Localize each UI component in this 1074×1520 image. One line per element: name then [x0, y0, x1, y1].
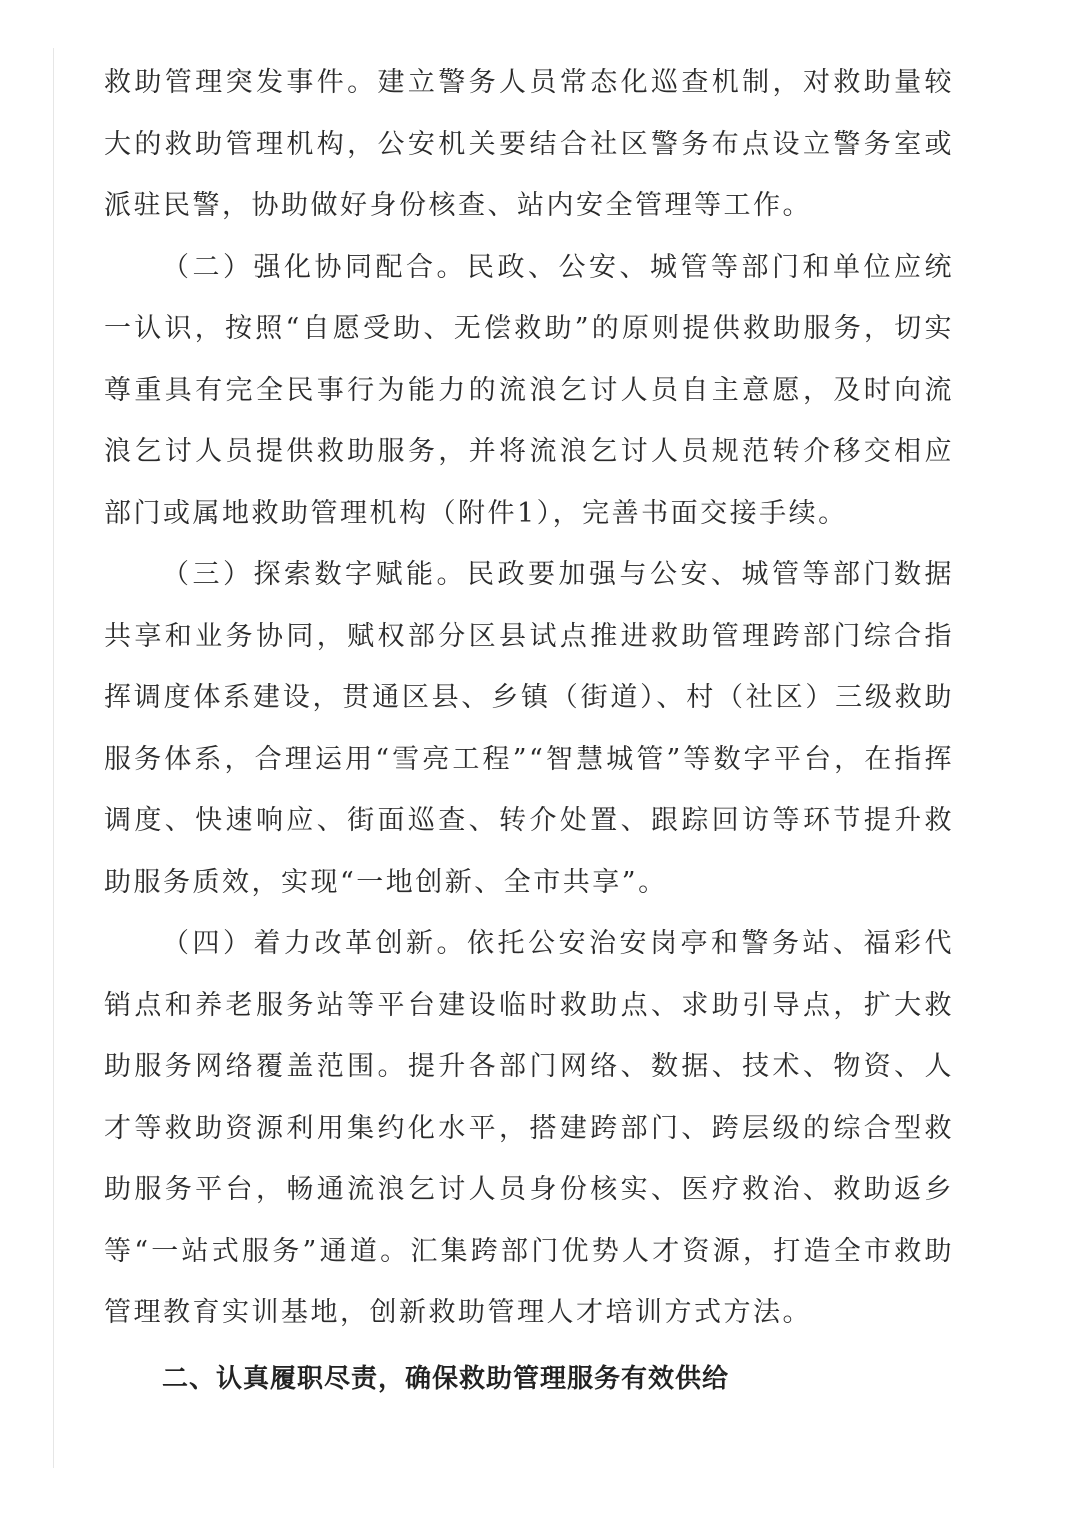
paragraph-2-body: 民政、公安、城管等部门和单位应统一认识，按照“自愿受助、无偿救助”的原则提供救助服务，切实尊重具有完全民事行为能力的流浪乞讨人员自主意愿，及时向流浪乞讨人员提供救助服务，并将流浪乞讨人员规范转介移交相应部门或属地救助管理机构（附件1），完善书面交接手续。 [104, 251, 954, 529]
paragraph-4-lead: （四）着力改革创新。 [162, 928, 467, 959]
paragraph-digital-empowerment [104, 544, 954, 913]
paragraph-4-body: 依托公安治安岗亭和警务站、福彩代销点和养老服务站等平台建设临时救助点、求助引导点，扩大救助服务网络覆盖范围。提升各部门网络、数据、技术、物资、人才等救助资源利用集约化水平，搭建跨部门、跨层级的综合型救助服务平台，畅通流浪乞讨人员身份核实、医疗救治、救助返乡等“一站式服务”通道。汇集跨部门优势人才资源，打造全市救助管理教育实训基地，创新救助管理人才培训方式方法。 [104, 928, 954, 1328]
paragraph-3-body: 民政要加强与公安、城管等部门数据共享和业务协同，赋权部分区县试点推进救助管理跨部门综合指挥调度体系建设，贯通区县、乡镇（街道）、村（社区）三级救助服务体系，合理运用“雪亮工程”“智慧城管”等数字平台，在指挥调度、快速响应、街面巡查、转介处置、跟踪回访等环节提升救助服务质效，实现“一地创新、全市共享”。 [104, 559, 954, 898]
section-heading: 二、认真履职尽责，确保救助管理服务有效供给 [162, 1363, 730, 1394]
document-page [104, 52, 954, 1408]
paragraph-3-lead: （三）探索数字赋能。 [162, 559, 467, 590]
paragraph-strengthen-coordination [104, 237, 954, 545]
paragraph-2-lead: （二）强化协同配合。 [162, 251, 467, 283]
paragraph-reform-innovation [104, 913, 954, 1344]
paragraph-1-body: 救助管理突发事件。建立警务人员常态化巡查机制，对救助量较大的救助管理机构，公安机关要结合社区警务布点设立警务室或派驻民警，协助做好身份核查、站内安全管理等工作。 [104, 67, 954, 221]
paragraph-continued [104, 52, 954, 237]
page-margin-line [53, 48, 54, 1468]
